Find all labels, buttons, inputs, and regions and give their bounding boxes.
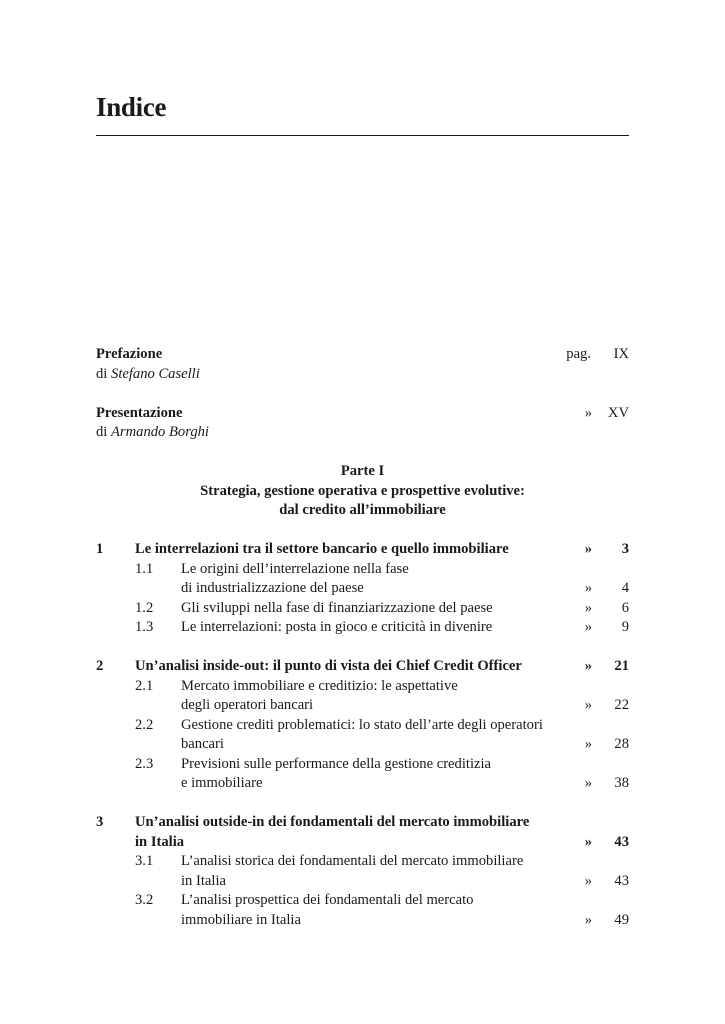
toc-chapter-3-cont[interactable] bbox=[96, 833, 629, 853]
toc-section-2-3[interactable] bbox=[96, 755, 629, 775]
section-marker: » bbox=[584, 599, 592, 616]
toc-chapter-2[interactable] bbox=[96, 657, 629, 677]
toc-section-2-3-cont[interactable] bbox=[96, 774, 629, 794]
chapter-title-line: in Italia bbox=[135, 833, 185, 850]
section-title-line: immobiliare in Italia bbox=[181, 911, 301, 928]
presentation-author-line bbox=[96, 423, 629, 443]
table-of-contents bbox=[96, 345, 629, 930]
section-page: 43 bbox=[614, 872, 629, 889]
presentation-page: XV bbox=[607, 404, 629, 421]
part-subtitle-line-2: dal credito all’immobiliare bbox=[279, 502, 446, 518]
toc-entry-preface[interactable] bbox=[96, 345, 629, 365]
toc-section-2-2-cont[interactable] bbox=[96, 735, 629, 755]
section-marker: » bbox=[584, 580, 592, 596]
section-number: 1.3 bbox=[135, 619, 154, 635]
section-title-line: Gestione crediti problematici: lo stato dell’arte degli operatori bbox=[181, 716, 543, 733]
section-title-line: bancari bbox=[181, 736, 224, 752]
section-number: 3.2 bbox=[135, 892, 154, 908]
section-title-line: Le interrelazioni: posta in gioco e criticità in divenire bbox=[181, 619, 493, 635]
toc-section-2-1[interactable] bbox=[96, 677, 629, 697]
toc-section-3-1[interactable] bbox=[96, 852, 629, 872]
section-title-line: di industrializzazione del paese bbox=[181, 580, 364, 596]
section-marker: » bbox=[584, 736, 592, 752]
toc-section-3-1-cont[interactable] bbox=[96, 872, 629, 892]
section-title-line: Previsioni sulle performance della gestione creditizia bbox=[181, 755, 492, 772]
section-number: 1.2 bbox=[135, 599, 154, 616]
section-marker: » bbox=[584, 872, 592, 889]
part-subtitle-line-1: Strategia, gestione operativa e prospettive evolutive: bbox=[200, 482, 525, 499]
section-marker: » bbox=[584, 697, 592, 713]
toc-section-3-2-cont[interactable] bbox=[96, 911, 629, 931]
preface-author: Stefano Caselli bbox=[111, 365, 200, 382]
section-page: 6 bbox=[621, 599, 629, 616]
section-title-line: e immobiliare bbox=[181, 775, 263, 791]
section-page: 49 bbox=[614, 911, 629, 928]
presentation-heading: Presentazione bbox=[96, 404, 183, 421]
page-title: Indice bbox=[96, 92, 167, 122]
part-label: Parte I bbox=[340, 463, 385, 479]
toc-section-3-2[interactable] bbox=[96, 891, 629, 911]
section-title-line: Gli sviluppi nella fase di finanziarizzazione del paese bbox=[181, 599, 493, 616]
preface-author-prefix: di bbox=[96, 365, 108, 382]
section-title-line: Le origini dell’interrelazione nella fase bbox=[181, 560, 409, 577]
section-page: 38 bbox=[614, 775, 629, 791]
chapter-page: 21 bbox=[614, 658, 629, 674]
chapter-marker: » bbox=[584, 833, 592, 850]
chapter-number: 1 bbox=[96, 541, 104, 557]
section-title-line: Mercato immobiliare e creditizio: le aspettative bbox=[181, 677, 458, 694]
presentation-marker: » bbox=[584, 404, 592, 421]
presentation-author-prefix: di bbox=[96, 424, 108, 440]
section-title-line: L’analisi storica dei fondamentali del mercato immobiliare bbox=[181, 853, 524, 869]
chapter-title: Le interrelazioni tra il settore bancario e quello immobiliare bbox=[135, 541, 509, 557]
chapter-number: 3 bbox=[96, 814, 104, 830]
chapter-page: 3 bbox=[621, 541, 629, 557]
toc-section-1-1-cont[interactable] bbox=[96, 579, 629, 599]
preface-page-label: pag. bbox=[566, 346, 591, 362]
toc-entry-presentation[interactable] bbox=[96, 404, 629, 424]
chapter-marker: » bbox=[584, 658, 592, 674]
presentation-author: Armando Borghi bbox=[111, 424, 209, 440]
toc-chapter-3[interactable] bbox=[96, 813, 629, 833]
section-page: 22 bbox=[614, 697, 629, 713]
section-number: 2.1 bbox=[135, 677, 154, 694]
toc-chapter-1[interactable] bbox=[96, 540, 629, 560]
chapter-number: 2 bbox=[96, 658, 104, 674]
section-number: 2.2 bbox=[135, 716, 154, 733]
chapter-title-line: Un’analisi outside-in dei fondamentali del mercato immobiliare bbox=[135, 814, 530, 830]
section-page: 9 bbox=[621, 619, 629, 635]
toc-section-1-1[interactable] bbox=[96, 560, 629, 580]
toc-section-1-2[interactable] bbox=[96, 599, 629, 619]
toc-section-1-3[interactable] bbox=[96, 618, 629, 638]
section-title-line: in Italia bbox=[181, 872, 226, 889]
toc-section-2-1-cont[interactable] bbox=[96, 696, 629, 716]
section-marker: » bbox=[584, 619, 592, 635]
section-number: 2.3 bbox=[135, 755, 154, 772]
title-divider bbox=[96, 135, 629, 136]
section-page: 28 bbox=[614, 736, 629, 752]
preface-author-line bbox=[96, 365, 629, 385]
toc-section-2-2[interactable] bbox=[96, 716, 629, 736]
chapter-title: Un’analisi inside-out: il punto di vista dei Chief Credit Officer bbox=[135, 658, 522, 674]
section-number: 3.1 bbox=[135, 853, 154, 869]
chapter-marker: » bbox=[584, 541, 592, 557]
preface-page: IX bbox=[613, 346, 629, 362]
section-page: 4 bbox=[621, 580, 629, 596]
section-title-line: degli operatori bancari bbox=[181, 697, 314, 713]
section-marker: » bbox=[584, 911, 592, 928]
section-title-line: L’analisi prospettica dei fondamentali del mercato bbox=[181, 892, 474, 908]
preface-heading: Prefazione bbox=[96, 346, 163, 362]
chapter-page: 43 bbox=[614, 833, 629, 850]
section-marker: » bbox=[584, 775, 592, 791]
section-number: 1.1 bbox=[135, 560, 154, 577]
